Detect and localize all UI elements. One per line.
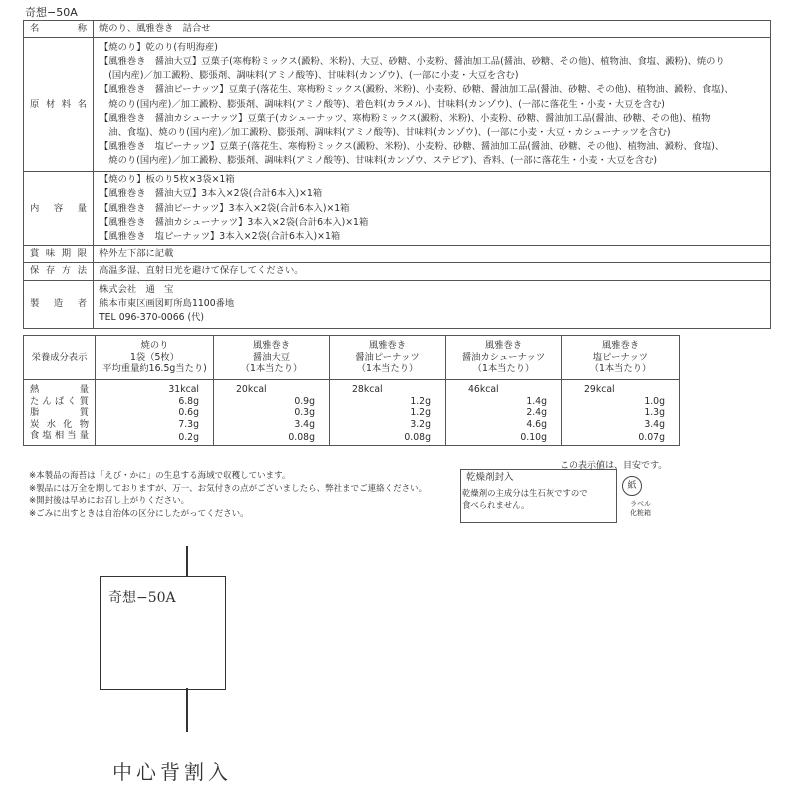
label-body: 株式会社 通 宝 熊本市東区画図町所島1100番地 TEL 096-370-0066 (代) <box>94 280 771 328</box>
label-head: 名 称 <box>24 21 94 38</box>
nutrition-col-header: 風雅巻き 醤油大豆 （1本当たり） <box>214 336 330 380</box>
product-code: 奇想−50A <box>25 6 78 19</box>
nutrition-value: 1.2g <box>330 396 446 408</box>
nutrition-value: 0.3g <box>214 407 330 419</box>
nutrition-col-header: 風雅巻き 塩ピーナッツ （1本当たり） <box>562 336 680 380</box>
nutrition-value: 29kcal <box>562 380 680 396</box>
label-body: 【焼のり】板のり5枚×3袋×1箱 【風雅巻き 醤油大豆】3本入×2袋(合計6本入)×1箱 【風雅巻き 醤油ピーナッツ】3本入×2袋(合計6本入)×1箱 【風雅巻き 醤油カシューナッツ】3本入×2袋(合計6本入)×1箱 【風雅巻き 塩ピーナッツ】3本入×2袋(合計6本入)×1箱 <box>94 172 771 246</box>
nutrition-value: 46kcal <box>446 380 562 396</box>
product-label-table <box>23 20 771 329</box>
label-body: 焼のり、風雅巻き 詰合せ <box>94 21 771 38</box>
nutrition-row-label: 炭水化物 <box>24 419 96 431</box>
nutrition-value: 4.6g <box>446 419 562 431</box>
nutrition-value: 3.4g <box>214 419 330 431</box>
nutrition-row <box>24 419 680 431</box>
nutrition-row-label: 食塩相当量 <box>24 430 96 445</box>
sketch-box-label: 奇想−50A <box>108 590 176 606</box>
paper-recycle-icon: 紙 <box>622 476 642 496</box>
label-body: 枠外左下部に記載 <box>94 246 771 263</box>
nutrition-value: 1.2g <box>330 407 446 419</box>
nutrition-value: 0.07g <box>562 430 680 445</box>
nutrition-value: 28kcal <box>330 380 446 396</box>
label-row-expiry <box>24 246 771 263</box>
nutrition-value: 0.2g <box>96 430 214 445</box>
nutrition-value: 3.2g <box>330 419 446 431</box>
nutrition-value: 0.08g <box>214 430 330 445</box>
nutrition-disclaimer: この表示値は、目安です。 <box>560 461 668 471</box>
nutrition-value: 0.6g <box>96 407 214 419</box>
nutrition-value: 1.0g <box>562 396 680 408</box>
nutrition-value: 1.4g <box>446 396 562 408</box>
note-item: ※本製品の海苔は「えび・かに」の生息する海域で収穫しています。 <box>29 471 291 481</box>
nutrition-col-header: 焼のり 1袋（5枚） 平均重量約16.5g当たり) <box>96 336 214 380</box>
desiccant-text: 乾燥剤の主成分は生石灰ですので 食べられません。 <box>462 488 588 510</box>
nutrition-row <box>24 407 680 419</box>
nutrition-row <box>24 380 680 396</box>
nutrition-col-header: 風雅巻き 醤油カシューナッツ （1本当たり） <box>446 336 562 380</box>
recycle-targets: ラベル 化粧箱 <box>630 500 651 517</box>
nutrition-value: 2.4g <box>446 407 562 419</box>
notes-block <box>29 470 427 520</box>
note-item: ※ごみに出すときは自治体の区分にしたがってください。 <box>29 508 249 519</box>
label-head: 保存方法 <box>24 263 94 280</box>
nutrition-value: 20kcal <box>214 380 330 396</box>
nutrition-row-label: たんぱく質 <box>24 396 96 408</box>
nutrition-value: 1.3g <box>562 407 680 419</box>
label-body: 【焼のり】乾のり(有明海産) 【風雅巻き 醤油大豆】豆菓子(寒梅粉ミックス(澱粉、米粉)、大豆、砂糖、小麦粉、醤油加工品(醤油、砂糖、その他)、植物油、食塩、澱粉)、焼のり (国内産)／加工澱粉、膨張剤、調味料(アミノ酸等)、甘味料(カンゾウ)、(一部に小麦・大豆を含む) 【風雅巻き 醤油ピーナッツ】豆菓子(落花生、寒梅粉ミックス(澱粉、米粉)、小麦粉、砂糖、醤油加工品(醤油、砂糖、その他)、植物油、澱粉、食塩)、 焼のり(国内産)／加工澱粉、膨張剤、調味料(アミノ酸等)、着色料(カラメル)、甘味料(カンゾウ)、(一部に落花生・小麦・大豆を含む) 【風雅巻き 醤油カシューナッツ】豆菓子(カシューナッツ、寒梅粉ミックス(澱粉、米粉)、小麦粉、砂糖、醤油加工品(醤油、砂糖、その他)、植物 油、食塩)、焼のり(国内産)／加工澱粉、膨張剤、調味料(アミノ酸等)、甘味料(カンゾウ)、(一部に小麦・大豆・カシューナッツを含む) 【風雅巻き 塩ピーナッツ】豆菓子(落花生、寒梅粉ミックス(澱粉、米粉)、小麦粉、砂糖、醤油加工品(醤油、砂糖、その他)、植物油、澱粉、食塩)、 焼のり(国内産)／加工澱粉、膨張剤、調味料(アミノ酸等)、甘味料(カンゾウ、ステビア)、香料、(一部に落花生・小麦・大豆を含む) <box>94 38 771 172</box>
nutrition-row-label: 脂質 <box>24 407 96 419</box>
nutrition-corner: 栄養成分表示 <box>24 336 96 380</box>
label-head: 製造者 <box>24 280 94 328</box>
nutrition-row <box>24 430 680 445</box>
sketch-caption: 中心背割入 <box>112 760 232 784</box>
nutrition-value: 3.4g <box>562 419 680 431</box>
nutrition-value: 31kcal <box>96 380 214 396</box>
label-body: 高温多湿、直射日光を避けて保存してください。 <box>94 263 771 280</box>
nutrition-col-header: 風雅巻き 醤油ピーナッツ （1本当たり） <box>330 336 446 380</box>
nutrition-table <box>23 335 680 446</box>
label-row-ingredients <box>24 38 771 172</box>
nutrition-value: 0.08g <box>330 430 446 445</box>
nutrition-value: 6.8g <box>96 396 214 408</box>
desiccant-title: 乾燥剤封入 <box>466 472 514 483</box>
nutrition-value: 0.10g <box>446 430 562 445</box>
nutrition-value: 7.3g <box>96 419 214 431</box>
label-row-storage <box>24 263 771 280</box>
note-item: ※製品には万全を期しておりますが、万一、お気付きの点がございましたら、弊社までご連絡ください。 <box>29 483 428 494</box>
sketch-center-line-top <box>186 546 188 577</box>
nutrition-row <box>24 396 680 408</box>
label-head: 内容量 <box>24 172 94 246</box>
nutrition-value: 0.9g <box>214 396 330 408</box>
label-head: 原材料名 <box>24 38 94 172</box>
sketch-center-line-bottom <box>186 688 188 732</box>
label-row-contents <box>24 172 771 246</box>
label-head: 賞味期限 <box>24 246 94 263</box>
label-row-name <box>24 21 771 38</box>
nutrition-header-row <box>24 336 680 380</box>
note-item: ※開封後は早めにお召し上がりください。 <box>29 496 190 506</box>
nutrition-row-label: 熱量 <box>24 380 96 396</box>
label-row-manufacturer <box>24 280 771 328</box>
